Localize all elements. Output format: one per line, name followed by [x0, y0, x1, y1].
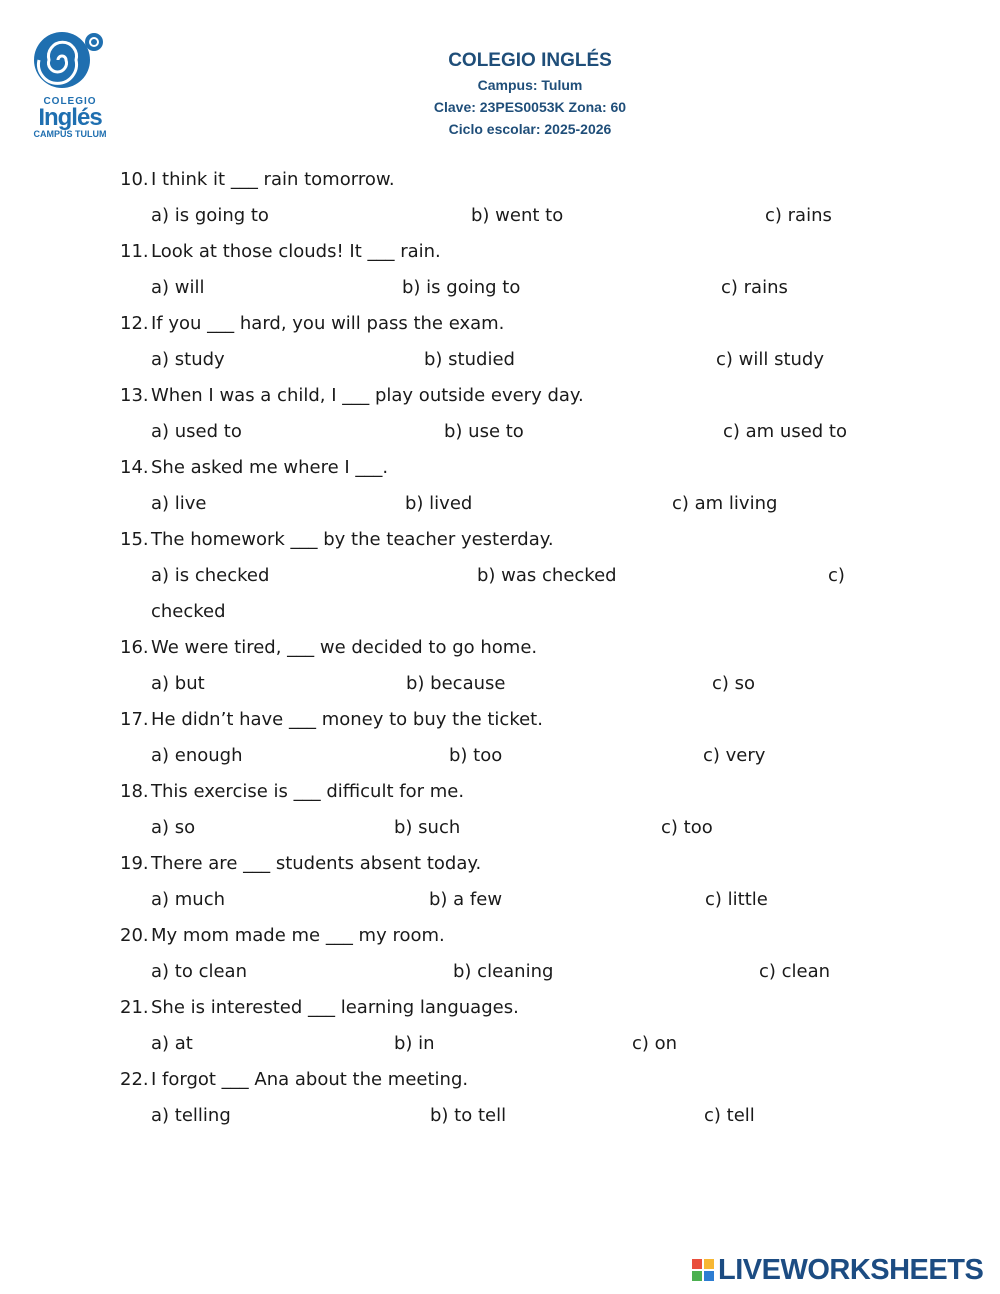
question-item: [120, 702, 880, 738]
question-text: I forgot ___ Ana about the meeting.: [151, 1069, 469, 1090]
answer-options: [120, 342, 880, 378]
question-number: 17.: [120, 709, 149, 730]
question-item: [120, 774, 880, 810]
option-c: c) too: [661, 817, 713, 838]
question-text: Look at those clouds! It ___ rain.: [151, 241, 441, 262]
question-number: 19.: [120, 853, 149, 874]
logo-line-campus: CAMPUS TULUM: [33, 129, 107, 139]
logo-wordmark: [22, 97, 118, 139]
school-title: COLEGIO INGLÉS: [448, 50, 612, 71]
question-text: She is interested ___ learning languages.: [151, 997, 519, 1018]
option-b: b) in: [394, 1033, 435, 1054]
question-item: [120, 306, 880, 342]
option-b: b) studied: [424, 349, 515, 370]
question-number: 15.: [120, 529, 149, 550]
liveworksheets-squares-icon: [692, 1259, 714, 1281]
option-b: b) such: [394, 817, 461, 838]
option-c: c) on: [632, 1033, 678, 1054]
option-a: a) much: [151, 889, 226, 910]
question-text: When I was a child, I ___ play outside every day.: [151, 385, 584, 406]
option-c: c) rains: [765, 205, 832, 226]
question-number: 11.: [120, 241, 149, 262]
option-a: a) so: [151, 817, 196, 838]
answer-options: [120, 738, 880, 774]
option-b: b) is going to: [402, 277, 521, 298]
option-b: b) was checked: [477, 565, 617, 586]
option-c: c) am living: [672, 493, 778, 514]
option-c: c) clean: [759, 961, 831, 982]
option-b: b) a few: [429, 889, 503, 910]
answer-options: [120, 666, 880, 702]
question-number: 21.: [120, 997, 149, 1018]
brand-square-yellow: [704, 1259, 714, 1269]
question-text: This exercise is ___ difficult for me.: [151, 781, 465, 802]
question-text: He didn’t have ___ money to buy the ticket.: [151, 709, 543, 730]
question-number: 12.: [120, 313, 149, 334]
option-a: a) live: [151, 493, 207, 514]
question-text: There are ___ students absent today.: [151, 853, 482, 874]
question-number: 10.: [120, 169, 149, 190]
question-number: 16.: [120, 637, 149, 658]
clave-zona-line: Clave: 23PES0053K Zona: 60: [433, 99, 627, 115]
option-c-continued: checked: [151, 601, 226, 622]
ciclo-escolar-line: Ciclo escolar: 2025-2026: [448, 121, 612, 137]
question-item: [120, 846, 880, 882]
option-a: a) telling: [151, 1105, 231, 1126]
option-c: c) tell: [704, 1105, 755, 1126]
option-b: b) went to: [471, 205, 564, 226]
option-b: b) too: [449, 745, 503, 766]
question-number: 20.: [120, 925, 149, 946]
option-a: a) is going to: [151, 205, 269, 226]
question-number: 22.: [120, 1069, 149, 1090]
option-b: b) because: [406, 673, 506, 694]
option-a: a) at: [151, 1033, 193, 1054]
answer-options: [120, 414, 880, 450]
option-c: c) very: [703, 745, 766, 766]
document-header: [330, 48, 730, 140]
option-c: c) rains: [721, 277, 788, 298]
brand-square-blue: [704, 1271, 714, 1281]
option-a: a) used to: [151, 421, 242, 442]
option-b: b) cleaning: [453, 961, 554, 982]
question-text: If you ___ hard, you will pass the exam.: [151, 313, 505, 334]
option-a: a) enough: [151, 745, 243, 766]
campus-line: Campus: Tulum: [477, 77, 583, 93]
question-item: [120, 990, 880, 1026]
answer-options: [120, 198, 880, 234]
answer-options: [120, 954, 880, 990]
question-number: 18.: [120, 781, 149, 802]
answer-options: [120, 270, 880, 306]
question-list: [120, 162, 880, 1134]
question-number: 13.: [120, 385, 149, 406]
question-text: The homework ___ by the teacher yesterday.: [151, 529, 554, 550]
question-number: 14.: [120, 457, 149, 478]
question-text: We were tired, ___ we decided to go home.: [151, 637, 538, 658]
option-c: c) will study: [716, 349, 825, 370]
question-text: She asked me where I ___.: [151, 457, 389, 478]
liveworksheets-wordmark: LIVEWORKSHEETS: [718, 1254, 984, 1286]
question-text: I think it ___ rain tomorrow.: [151, 169, 395, 190]
answer-options: [120, 1098, 880, 1134]
option-a: a) will: [151, 277, 205, 298]
question-item: [120, 630, 880, 666]
option-b: b) use to: [444, 421, 524, 442]
option-c: c) so: [712, 673, 756, 694]
option-a: a) but: [151, 673, 205, 694]
logo-line-colegio: COLEGIO: [43, 96, 97, 107]
option-b: b) lived: [405, 493, 473, 514]
option-a: a) is checked: [151, 565, 270, 586]
answer-options: [120, 1026, 880, 1062]
brand-square-green: [692, 1271, 702, 1281]
question-text: My mom made me ___ my room.: [151, 925, 445, 946]
question-item: [120, 234, 880, 270]
question-item: [120, 162, 880, 198]
option-a: a) study: [151, 349, 225, 370]
option-c: c) little: [705, 889, 768, 910]
question-item: [120, 522, 880, 558]
option-b: b) to tell: [430, 1105, 507, 1126]
question-item: [120, 1062, 880, 1098]
brand-square-red: [692, 1259, 702, 1269]
answer-options: [120, 810, 880, 846]
question-item: [120, 450, 880, 486]
option-c: c): [828, 565, 845, 586]
question-item: [120, 378, 880, 414]
answer-options: [120, 882, 880, 918]
option-c: c) am used to: [723, 421, 848, 442]
answer-options: [120, 486, 880, 522]
logo-line-ingles: Inglés: [38, 104, 102, 131]
option-a: a) to clean: [151, 961, 247, 982]
answer-options: [120, 558, 880, 630]
question-item: [120, 918, 880, 954]
